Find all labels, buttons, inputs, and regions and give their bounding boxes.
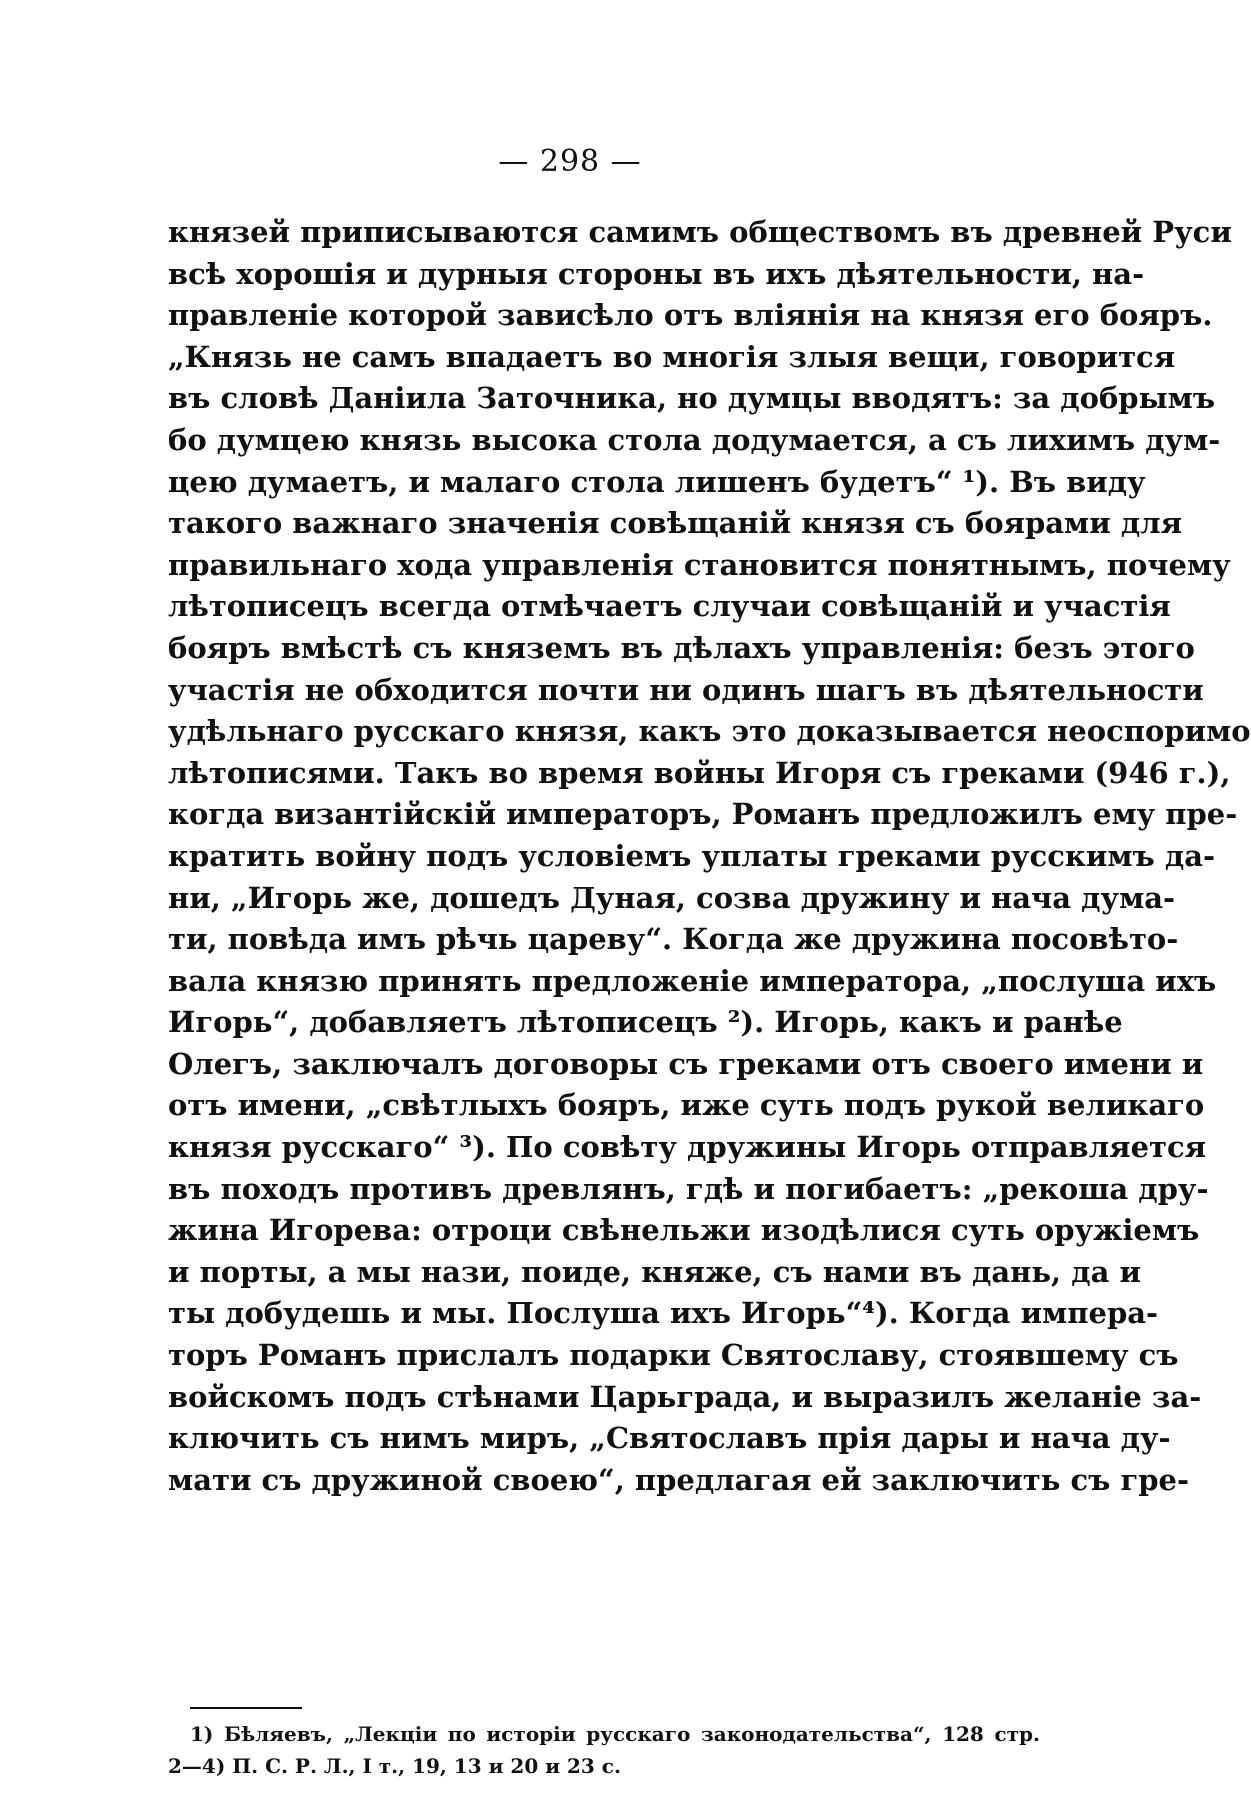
text-line: жина Игорева: отроци свѣнельжи изодѣлися суть оружіемъ xyxy=(168,1213,1200,1248)
text-line: въ походъ противъ древлянъ, гдѣ и погибаетъ: „рекоша дру- xyxy=(168,1171,1209,1206)
text-line: правильнаго хода управленія становится понятнымъ, почему xyxy=(168,547,1231,582)
body-text xyxy=(168,212,1251,1501)
text-line: Олегъ, заключалъ договоры съ греками отъ своего имени и xyxy=(168,1046,1204,1081)
text-line: мати съ дружиной своею“, предлагая ей заключить съ гре- xyxy=(168,1462,1190,1497)
text-line: когда византійскій императоръ, Романъ предложилъ ему пре- xyxy=(168,797,1238,832)
text-line: лѣтописецъ всегда отмѣчаетъ случаи совѣщаній и участія xyxy=(168,589,1171,624)
text-line: отъ имени, „свѣтлыхъ бояръ, иже суть подъ рукой великаго xyxy=(168,1088,1205,1123)
text-line: войскомъ подъ стѣнами Царьграда, и выразилъ желаніе за- xyxy=(168,1379,1202,1414)
text-line: бояръ вмѣстѣ съ княземъ въ дѣлахъ управленія: безъ этого xyxy=(168,630,1195,665)
text-line: всѣ хорошія и дурныя стороны въ ихъ дѣятельности, на- xyxy=(168,256,1145,291)
text-line: цею думаетъ, и малаго стола лишенъ будетъ“ ¹). Въ виду xyxy=(168,464,1146,499)
text-line: лѣтописями. Такъ во время войны Игоря съ греками (946 г.), xyxy=(168,755,1231,790)
text-line: Игорь“, добавляетъ лѣтописецъ ²). Игорь, какъ и ранѣе xyxy=(168,1005,1123,1040)
text-line: участія не обходится почти ни одинъ шагъ въ дѣятельности xyxy=(168,672,1204,707)
text-line: князя русскаго“ ³). По совѣту дружины Игорь отправляется xyxy=(168,1130,1207,1165)
text-line: правленіе которой зависѣло отъ вліянія на князя его бояръ. xyxy=(168,298,1213,333)
footnote-divider xyxy=(190,1707,302,1709)
text-line: въ словѣ Даніила Заточника, но думцы вводятъ: за добрымъ xyxy=(168,381,1216,416)
text-line: бо думцею князь высока стола додумается, а съ лихимъ дум- xyxy=(168,422,1221,457)
text-line: торъ Романъ прислалъ подарки Святославу, стоявшему съ xyxy=(168,1338,1179,1373)
text-line: ключить съ нимъ миръ, „Святославъ прія дары и нача ду- xyxy=(168,1421,1171,1456)
text-line: ты добудешь и мы. Послуша ихъ Игорь“⁴). Когда импера- xyxy=(168,1296,1159,1331)
text-line: удѣльнаго русскаго князя, какъ это доказывается неоспоримо xyxy=(168,714,1251,749)
text-line: князей приписываются самимъ обществомъ въ древней Руси xyxy=(168,215,1232,249)
book-page: — 298 — князей приписываются самимъ обществомъ въ древней Руси всѣ хорошія и дурныя стороны въ ихъ дѣятельности, на- правленіе которой зависѣло отъ вліянія на князя его бояръ. „Князь не самъ впадаетъ во многія злыя вещи, говорится въ словѣ Даніила Заточника, но думцы вводятъ: за добрымъ бо думцею князь высока стола додумается, а съ лихимъ дум- цею думаетъ, и малаго стола лишенъ будетъ“ ¹). Въ виду такого важнаго значенія совѣщаній князя съ боярами для правильнаго хода управленія становится понятнымъ, почему лѣтописецъ всегда отмѣчаетъ случаи совѣщаній и участія бояръ вмѣстѣ съ княземъ въ дѣлахъ управленія: безъ этого участія не обходится почти ни одинъ шагъ въ дѣятельности удѣльнаго русскаго князя, какъ это доказывается неоспоримо лѣтописями. Такъ во время войны Игоря съ греками (946 г.), когда византійскій императоръ, Романъ предложилъ ему пре- кратить войну подъ условіемъ уплаты греками русскимъ да- ни, „Игорь же, дошедъ Дуная, созва дружину и нача дума- ти, повѣда имъ рѣчь цареву“. Когда же дружина посовѣто- вала князю принять предложеніе императора, „послуша ихъ Игорь“, добавляетъ лѣтописецъ ²). Игорь, какъ и ранѣе Олегъ, заключалъ договоры съ греками отъ своего имени и отъ имени, „свѣтлыхъ бояръ, иже суть подъ рукой великаго князя русскаго“ ³). По совѣту дружины Игорь отправляется въ походъ противъ древлянъ, гдѣ и погибаетъ: „рекоша дру- жина Игорева: отроци свѣнельжи изодѣлися суть оружіемъ и порты, а мы нази, поиде, княже, съ нами въ дань, да и ты добудешь и мы. Послуша ихъ Игорь“⁴). Когда импера- торъ Романъ прислалъ подарки Святославу, стоявшему съ войскомъ подъ стѣнами Царьграда, и выразилъ желаніе за- ключить съ нимъ миръ, „Святославъ прія дары и нача ду- мати съ дружиной своею“, предлагая ей заключить съ гре- 1) Бѣляевъ, „Лекціи по исторіи русскаго законодательства“, 128 стр. 2—4) П. С. Р. Л., I т., 19, 13 и 20 и 23 с. xyxy=(0,0,1140,1813)
text-line: ни, „Игорь же, дошедъ Дуная, созва дружину и нача дума- xyxy=(168,880,1176,915)
text-line: ти, повѣда имъ рѣчь цареву“. Когда же дружина посовѣто- xyxy=(168,922,1179,957)
text-line: и порты, а мы нази, поиде, княже, съ нами въ дань, да и xyxy=(168,1254,1141,1289)
text-line: такого важнаго значенія совѣщаній князя съ боярами для xyxy=(168,506,1183,541)
text-line: кратить войну подъ условіемъ уплаты греками русскимъ да- xyxy=(168,838,1216,873)
page-number: — 298 — xyxy=(498,144,642,179)
text-line: вала князю принять предложеніе императора, „послуша ихъ xyxy=(168,963,1217,998)
text-line: „Князь не самъ впадаетъ во многія злыя вещи, говорится xyxy=(168,339,1176,374)
